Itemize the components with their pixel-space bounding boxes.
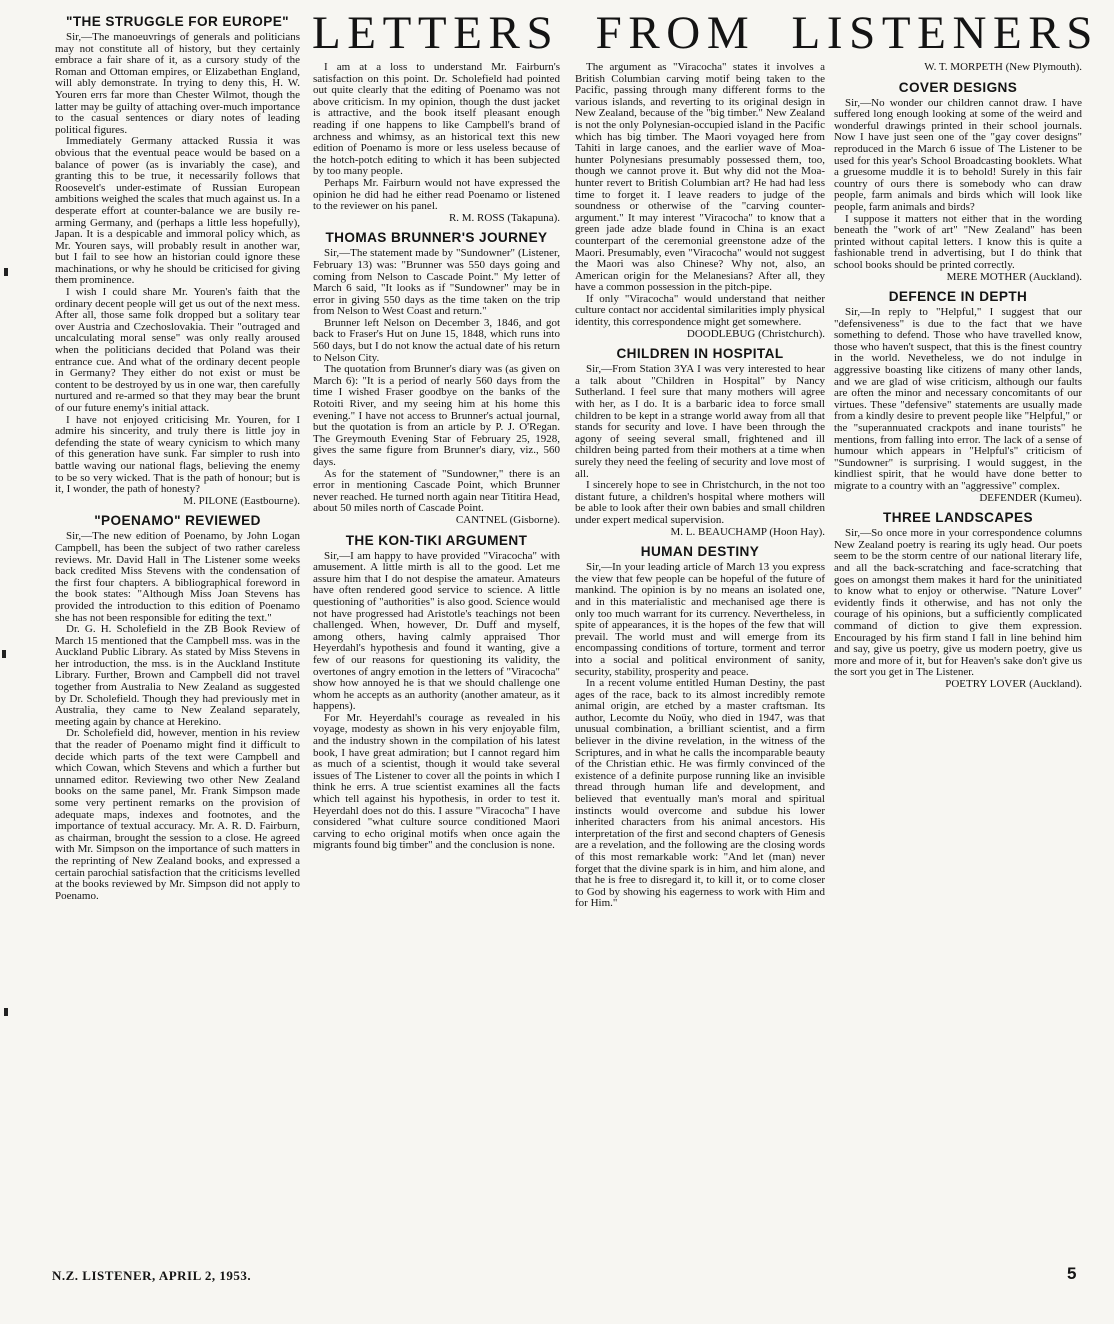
letter-paragraph: Dr. Scholefield did, however, mention in his review that the reader of Poenamo might find it difficult to decide which parts of the text were Campbell and which Cowan, which Stevens and which a further but unnamed editor. Reviewing two other New Zealand books on the same panel, Mr. Frank Simpson made some very pertinent remarks on the provision of adequate maps, indexes and footnotes, and the importance of textual accuracy. Mr. A. R. D. Fairburn, as chairman, brought the session to a close. He agreed with Mr. Simpson on the importance of such matters in the reprinting of New Zealand books, and expressed a certain parochial satisfaction that the criticisms levelled at the books reviewed by Mr. Simpson did not apply to Poenamo. xyxy=(55,727,300,902)
letter-heading: DEFENCE IN DEPTH xyxy=(888,289,1028,305)
letter-signature: DEFENDER (Kumeu). xyxy=(979,491,1082,504)
letter-heading: "THE STRUGGLE FOR EUROPE" xyxy=(65,14,290,29)
letter-signature: DOODLEBUG (Christchurch). xyxy=(686,327,825,340)
letter-paragraph: Immediately Germany attacked Russia it was obvious that the eventual peace would be based on a balance of power (as is invariably the case), and granting this to be true, it necessarily follows that Roosevelt's under-estimate of Russian European ambitions weighed the scales that much against us. In a desperate effort at counter-balance we are busily re-arming Germany, and (perhaps a little less hopefully), Japan. It is a despicable and immoral policy which, as Mr. Youren says, will probably result in another war, but I fail to see how an historian could ignore these machinations, or why he should be criticised for giving them prominence. xyxy=(55,135,300,287)
letter-heading: THOMAS BRUNNER'S JOURNEY xyxy=(325,230,548,246)
letter-paragraph: Sir,—From Station 3YA I was very interested to hear a talk about "Children in Hospital" by Nancy Sutherland. I feel sure that many mothers will agree with her, as I do. It is a barbaric idea to force small children to be kept in a strange world away from all that stands for security and love. I have been through the agony of seeing several small, frightened and ill children being parted from their mothers at a time when surely they need the feeling of security and love most of all. xyxy=(575,363,825,480)
letter-paragraph: I sincerely hope to see in Christchurch, in the not too distant future, a children's hospital where mothers will be able to look after their own babies and small children under expert medical supervision. xyxy=(575,479,825,526)
letter-heading: COVER DESIGNS xyxy=(898,79,1018,95)
letter-signature: W. T. MORPETH (New Plymouth). xyxy=(924,61,1082,73)
letter-paragraph: If only "Viracocha" would understand that neither culture contact nor accidental similarities imply physical identity, this correspondence might get somewhere. xyxy=(575,292,825,329)
column-1 xyxy=(55,14,300,902)
letter-paragraph: Dr. G. H. Scholefield in the ZB Book Review of March 15 mentioned that the Campbell mss. was in the Auckland Public Library. As stated by Miss Stevens in her introduction, the mss. is in the Auckland Institute Library. Further, Brown and Campbell did not travel together from Australia to New Zealand as suggested by Dr. Scholefield. Though they had previously met in Australia, they came to New Zealand separately, meeting again by chance at Herekino. xyxy=(55,623,300,728)
letter-paragraph: In a recent volume entitled Human Destiny, the past ages of the race, back to its almost incredibly remote animal origin, are etched by a master craftsman. Its author, Lecomte du Noüy, who died in 1947, was that unusual combination, a brilliant scientist, and a firm believer in the divine revelation, in the witness of the Scriptures, and in what he calls the incomparable beauty of the Christian ethic. He was firmly convinced of the existence of a definite purpose running like an invisible thread through human life and development, and believed that eventually man's moral and spiritual instincts would overcome and subdue his lower inherited characters from his animal ancestors. His interpretation of the first and second chapters of Genesis are a revelation, and the following are the closing words of this most remarkable work: "And let (man) never forget that the divine spark is in him, and him alone, and that he is free to disregard it, to kill it, or to come closer to God by showing his eagerness to work with Him and for Him." xyxy=(575,677,825,910)
letter-paragraph: Sir,—No wonder our children cannot draw. I have suffered long enough looking at some of the weird and wonderful drawings printed in their school journals. Now I have just seen one of the "gay cover designs" reproduced in the March 6 issue of The Listener to be used for this year's School Broadcasting booklets. What a gruesome muddle it is to behold! Surely in this fair country of ours there is somebody who can draw people, farm animals and birds which will look like people, farm animals and birds? xyxy=(834,96,1082,213)
page-number: 5 xyxy=(1067,1264,1077,1283)
binding-mark xyxy=(4,268,8,276)
letter-signature: MERE MOTHER (Auckland). xyxy=(946,270,1082,283)
column-4 xyxy=(834,62,1082,691)
letter-paragraph: For Mr. Heyerdahl's courage as revealed in his voyage, modesty as shown in his very enjoyable film, and the industry shown in the compilation of his latest book, I have great admiration; but I cannot regard him as much of a scientist, though it would take several issues of The Listener to cover all the points in which I think he errs. A true scientist examines all the facts which tell against his hypothesis, in order to test it. Heyerdahl does not do this. I assure "Viracocha" I have considered "what culture source conditioned Maori carving to echo original motifs when once again the migrants found big timber" and the conclusion is none. xyxy=(313,711,560,852)
letter-paragraph: Sir,—In reply to "Helpful," I suggest that our "defensiveness" is due to the fact that we have something to defend. Those who have travelled know, those who haven't suspect, that this is the finest country in the world. Nevetheless, we do not indulge in aggressive boasting like citizens of many other lands, and we are glad of wise criticism, although our faults are often the minor and necessary concomitants of our virtues. These "defensive" statements are usually made from a kindly desire to prevent people like "Helpful," or the "superannuated crackpots and inane tourists" he mentions, from falling into error. The lack of a sense of humour which appears in "Helpful's" criticism of "Sundowner" is surprising. I would suggest, in the kindliest spirit, that he would have done better to migrate to a country with an "aggressive" complex. xyxy=(834,306,1082,492)
letter-paragraph: I suppose it matters not either that in the wording beneath the "work of art" "New Zealand" has been printed without capital letters. I know this is quite a fashionable trend in advertising, but I do think that school books should be printed correctly. xyxy=(834,212,1082,271)
letter-paragraph: The quotation from Brunner's diary was (as given on March 6): "It is a period of nearly 560 days from the time I wished Fraser goodbye on the banks of the Rotoiti River, and my seeing him at his home this evening." I have not access to Brunner's actual journal, but the quotation is from an article by P. J. O'Regan. The Greymouth Evening Star of February 25, 1928, gives the same figure from Brunner's diary, viz., 560 days. xyxy=(313,363,560,468)
letter-signature: R. M. ROSS (Takapuna). xyxy=(448,211,560,224)
letter-paragraph: Sir,—So once more in your correspondence columns New Zealand poetry is rearing its ugly head. Our poets seem to be the storm centre of our national literary life, and all the back-scratching and face-scratching that goes on amongst them makes it hard for the uninitiated to know what to enjoy or otherwise. "Nature Lover" evidently finds it otherwise, and has not only the courage of his opinions, but a sufficiently complicated command of diction to give them expression. Encouraged by his firm stand I fall in line behind him and say, give us poetry, give us modern poetry, give us more and more of it, but for Heaven's sake don't give us the sort you get in The Listener. xyxy=(834,527,1082,679)
letter-paragraph: Sir,—The statement made by "Sundowner" (Listener, February 13) was: "Brunner was 550 days going and coming from Nelson to Cascade Point." My letter of March 6 said, "It looks as if "Sundowner" may be in error in giving 550 days as the time taken on the trip from Nelson to West Coast and return." xyxy=(313,247,560,318)
page-title: LETTERS FROM LISTENERS xyxy=(312,7,1100,59)
letter-paragraph: Sir,—The new edition of Poenamo, by John Logan Campbell, has been the subject of two rather careless reviews. Mr. David Hall in The Listener some weeks back credited Miss Stevens with the condensation of the first four chapters. A bibliographical foreword in the book states: "Although Miss Joan Stevens has provided the introduction to this edition of Poenamo she has not been responsible for editing the text." xyxy=(55,530,300,624)
letter-signature: POETRY LOVER (Auckland). xyxy=(945,677,1082,690)
letter-heading: THREE LANDSCAPES xyxy=(883,510,1033,526)
letter-signature: M. PILONE (Eastbourne). xyxy=(183,494,300,507)
publication-date: N.Z. LISTENER, APRIL 2, 1953. xyxy=(52,1268,252,1283)
letter-paragraph: Sir,—In your leading article of March 13 you express the view that few people can be hopeful of the future of mankind. The opinion is by no means an isolated one, and in this materialistic and mechanised age there is only too much warrant for its currency. Nevertheless, in spite of appearances, it is the hopes of the few that will prevail. The world must and will emerge from its encompassing conditions of torture, torment and terror into a social and political environment of sanity, security, stability, prosperity and peace. xyxy=(575,561,825,678)
letter-heading: THE KON-TIKI ARGUMENT xyxy=(345,532,528,548)
letter-heading: "POENAMO" REVIEWED xyxy=(94,513,261,529)
column-2 xyxy=(313,62,560,852)
column-3 xyxy=(575,62,825,910)
letter-signature: M. L. BEAUCHAMP (Hoon Hay). xyxy=(670,525,825,538)
letter-heading: HUMAN DESTINY xyxy=(640,544,760,560)
letter-paragraph: I have not enjoyed criticising Mr. Youren, for I admire his sincerity, and truly there is little joy in defending the state of weary cynicism to which many of this generation have sunk. Far simpler to rush into battle waving our national flags, believing the enemy to be so very wicked. That is the path of honour; but is it, I wonder, the path of honesty? xyxy=(55,413,300,496)
letter-heading: CHILDREN IN HOSPITAL xyxy=(616,346,784,362)
binding-mark xyxy=(2,650,6,658)
letter-paragraph: The argument as "Viracocha" states it involves a British Columbian carving motif being taken to the Pacific, passing through many different forms to the various islands, and reverting to its original design in New Zealand, because of the "big timber." New Zealand is not the only Polynesian-occupied island in the Pacific which has big timber. The Maori voyaged here from Tahiti in large canoes, and the earlier wave of Moa-hunter Polynesians presumably possessed them, too, though we cannot prove it. But why did not the Moa-hunter revert to British Columbian art? He had had less time to forget it. I leave readers to judge of the soundness or otherwise of the "carving counter-argument." It may interest "Viracocha" to know that a green jade adze blade found in China is an exact counterpart of the ceremonial greenstone adze of the Maori. Presumably, even "Viracocha" would not suggest the Maori was also Chinese? Why not, also, an American origin for the Melanesians? After all, they have a common possession in the pitch-pipe. xyxy=(575,61,825,294)
letter-paragraph: As for the statement of "Sundowner," there is an error in mentioning Cascade Point, which Brunner never reached. He turned north again near Tititira Head, about 50 miles north of Cascade Point. xyxy=(313,467,560,515)
letter-paragraph: Brunner left Nelson on December 3, 1846, and got back to Fraser's Hut on June 15, 1848, which runs into 560 days, but I do not know the actual date of his return to Nelson City. xyxy=(313,316,560,364)
letter-signature: CANTNEL (Gisborne). xyxy=(455,513,560,526)
letter-paragraph: I wish I could share Mr. Youren's faith that the ordinary decent people will get us out of the next mess. After all, those same folk dropped but a solitary tear over Austria and Czechoslovakia. Their "outraged and uncalculating moral sense" was only really aroused when the politicians decided that Poland was their entrance cue. And what of the ordinary decent people in Germany? They either do not exist or must be content to be destroyed by us in one war, then carefully nurtured and re-armed so that they may bear the brunt of our future enemy's initial attack. xyxy=(55,286,300,414)
binding-mark xyxy=(4,1008,8,1016)
letter-paragraph: Perhaps Mr. Fairburn would not have expressed the opinion he did had he either read Poenamo or listened to the reviewer on his panel. xyxy=(313,176,560,213)
letter-paragraph: I am at a loss to understand Mr. Fairburn's satisfaction on this point. Dr. Scholefield had pointed out quite clearly that the editing of Poenamo was not above criticism. In my opinion, though the dust jacket is attractive, and the book itself pleasant enough reading if one happens to like Campbell's brand of archness and whimsy, as an historical text this new edition of Poenamo is more or less useless because of the hotch-potch editing to which it has been subjected by too many people. xyxy=(313,61,560,178)
letter-paragraph: Sir,—The manoeuvrings of generals and politicians may not constitute all of history, but they certainly embrace a fair share of it, as a cursory study of the Roman and Ottoman empires, or Elizabethan England, will ably demonstrate. In trying to deny this, H. W. Youren errs far more than Chester Wilmot, though the latter may be guilty of attaching over-much importance to the casual sentences or diary notes of leading political figures. xyxy=(55,31,300,136)
letter-paragraph: Sir,—I am happy to have provided "Viracocha" with amusement. A little mirth is all to the good. Let me assure him that I do not despise the amateur. Amateurs have often rendered good service to science. A little questioning of "authorities" is also good. Science would not have progressed had Aristotle's teachings not been challenged. When, however, Dr. Duff and myself, among others, having calmly appraised Thor Heyerdahl's hypothesis and found it wanting, give a few of our reasons for questioning its validity, the overtones of angry emotion in the letters of "Viracocha" show how annoyed he is that we should challenge one whom he accepts as an authority (another amateur, as it happens). xyxy=(313,549,560,713)
